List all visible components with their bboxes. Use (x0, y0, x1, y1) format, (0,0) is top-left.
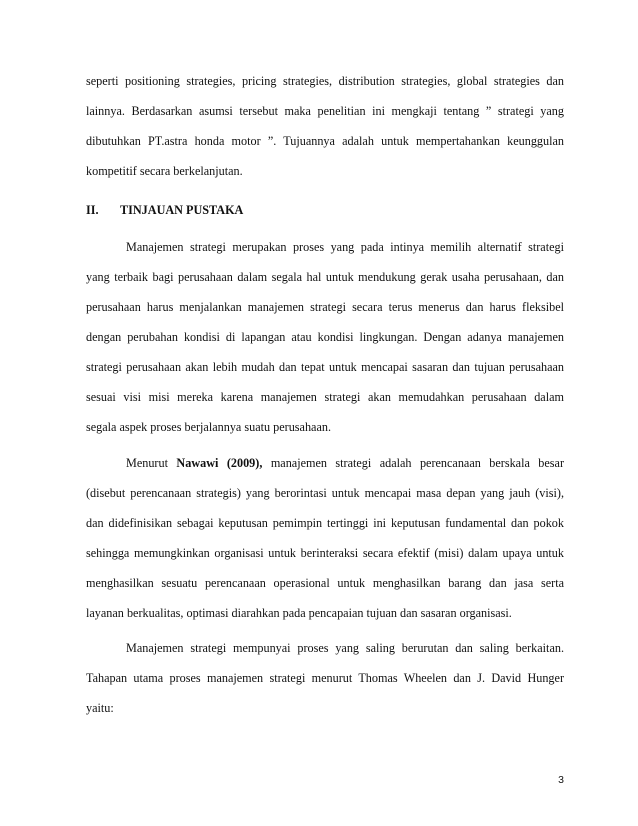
section-heading (86, 202, 243, 218)
paragraph1-line-2: yang terbaik bagi perusahaan dalam segala hal untuk mendukung gerak usaha perusahaan, dan (86, 270, 564, 284)
paragraph2-line-1 (126, 455, 564, 471)
paragraph1-line-1: Manajemen strategi merupakan proses yang pada intinya memilih alternatif strategi (126, 240, 564, 254)
paragraph2-line-2: (disebut perencanaan strategis) yang berorintasi untuk mencapai masa depan yang jauh (visi), (86, 486, 564, 500)
paragraph3-line-3: yaitu: (86, 701, 114, 715)
section-number: II. (86, 203, 99, 217)
paragraph2-line-4: sehingga memungkinkan organisasi untuk berinteraksi secara efektif (misi) dalam upaya untuk (86, 546, 564, 560)
paragraph3-line-2: Tahapan utama proses manajemen strategi menurut Thomas Wheelen dan J. David Hunger (86, 671, 564, 685)
paragraph1-line-4: dengan perubahan kondisi di lapangan atau kondisi lingkungan. Dengan adanya manajemen (86, 330, 564, 344)
intro-line-4: kompetitif secara berkelanjutan. (86, 164, 243, 178)
intro-line-3: dibutuhkan PT.astra honda motor ”. Tujuannya adalah untuk mempertahankan keunggulan (86, 134, 564, 148)
paragraph2-line-5: menghasilkan sesuatu perencanaan operasional untuk menghasilkan barang dan jasa serta (86, 576, 564, 590)
citation-nawawi: Nawawi (2009), (176, 456, 263, 470)
intro-line-2: lainnya. Berdasarkan asumsi tersebut maka penelitian ini mengkaji tentang ” strategi yang (86, 104, 564, 118)
intro-line-1: seperti positioning strategies, pricing strategies, distribution strategies, global strategies dan (86, 74, 564, 88)
paragraph1-line-5: strategi perusahaan akan lebih mudah dan tepat untuk mencapai sasaran dan tujuan perusahaan (86, 360, 564, 374)
paragraph2-line-3: dan didefinisikan sebagai keputusan pemimpin tertinggi ini keputusan fundamental dan pokok (86, 516, 564, 530)
paragraph1-line-3: perusahaan harus menjalankan manajemen strategi secara terus menerus dan harus fleksibel (86, 300, 564, 314)
paragraph3-line-1: Manajemen strategi mempunyai proses yang saling berurutan dan saling berkaitan. (126, 641, 564, 655)
paragraph2-line-6: layanan berkualitas, optimasi diarahkan pada pencapaian tujuan dan sasaran organisasi. (86, 606, 512, 620)
paragraph2-suffix: manajemen strategi adalah perencanaan berskala besar (270, 456, 565, 470)
paragraph2-prefix: Menurut (126, 456, 168, 470)
paragraph1-line-6: sesuai visi misi mereka karena manajemen strategi akan memudahkan perusahaan dalam (86, 390, 564, 404)
page-number: 3 (558, 774, 564, 786)
section-title: TINJAUAN PUSTAKA (120, 203, 244, 217)
paragraph1-line-7: segala aspek proses berjalannya suatu perusahaan. (86, 420, 332, 434)
